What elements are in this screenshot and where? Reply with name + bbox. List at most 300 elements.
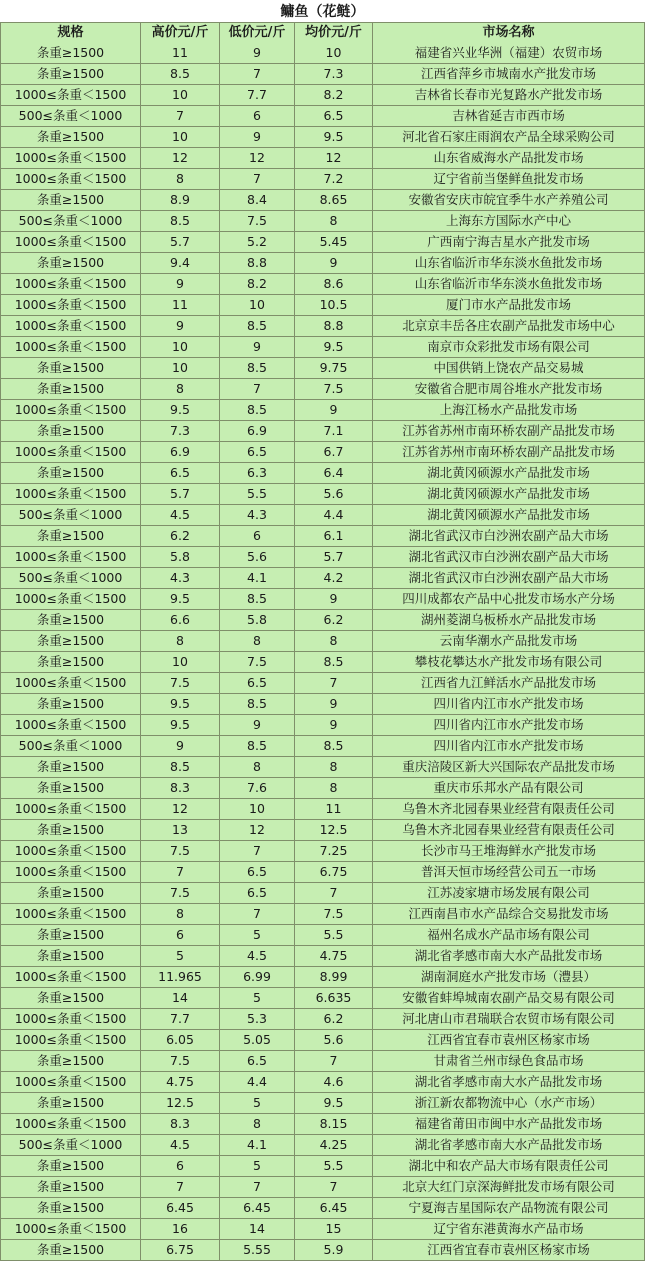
cell-high-price: 8 xyxy=(141,379,220,400)
cell-high-price: 8.9 xyxy=(141,190,220,211)
cell-market-name: 北京京丰岳各庄农副产品批发市场中心 xyxy=(373,316,645,337)
cell-market-name: 四川省内江市水产批发市场 xyxy=(373,715,645,736)
cell-low-price: 6.5 xyxy=(220,673,295,694)
cell-avg-price: 9.75 xyxy=(295,358,373,379)
cell-avg-price: 8.99 xyxy=(295,967,373,988)
cell-market-name: 吉林省延吉市西市场 xyxy=(373,106,645,127)
cell-market-name: 湖北中和农产品大市场有限责任公司 xyxy=(373,1156,645,1177)
cell-spec: 1000≤条重＜1500 xyxy=(0,904,141,925)
table-row xyxy=(0,211,645,232)
cell-spec: 1000≤条重＜1500 xyxy=(0,232,141,253)
cell-avg-price: 7.2 xyxy=(295,169,373,190)
cell-low-price: 12 xyxy=(220,148,295,169)
cell-spec: 1000≤条重＜1500 xyxy=(0,1072,141,1093)
cell-spec: 1000≤条重＜1500 xyxy=(0,442,141,463)
cell-avg-price: 9 xyxy=(295,400,373,421)
cell-spec: 条重≥1500 xyxy=(0,883,141,904)
table-row xyxy=(0,1219,645,1240)
cell-low-price: 6.3 xyxy=(220,463,295,484)
table-row xyxy=(0,463,645,484)
cell-spec: 500≤条重＜1000 xyxy=(0,1135,141,1156)
table-row xyxy=(0,694,645,715)
table-row xyxy=(0,169,645,190)
table-row xyxy=(0,568,645,589)
cell-spec: 条重≥1500 xyxy=(0,358,141,379)
header-spec: 规格 xyxy=(0,23,141,44)
table-row xyxy=(0,1135,645,1156)
cell-market-name: 江苏省苏州市南环桥农副产品批发市场 xyxy=(373,442,645,463)
cell-spec: 1000≤条重＜1500 xyxy=(0,1009,141,1030)
header-row xyxy=(0,22,645,44)
cell-avg-price: 9 xyxy=(295,253,373,274)
cell-low-price: 14 xyxy=(220,1219,295,1240)
cell-low-price: 8.5 xyxy=(220,400,295,421)
cell-avg-price: 5.6 xyxy=(295,1030,373,1051)
cell-market-name: 河北省石家庄雨润农产品全球采购公司 xyxy=(373,127,645,148)
cell-low-price: 6.5 xyxy=(220,883,295,904)
cell-avg-price: 8.65 xyxy=(295,190,373,211)
header-avg-price: 均价元/斤 xyxy=(295,23,373,44)
cell-high-price: 6 xyxy=(141,1156,220,1177)
cell-avg-price: 10 xyxy=(295,43,373,64)
cell-high-price: 6.6 xyxy=(141,610,220,631)
table-row xyxy=(0,736,645,757)
cell-low-price: 7.7 xyxy=(220,85,295,106)
table-row xyxy=(0,925,645,946)
cell-market-name: 江苏省苏州市南环桥农副产品批发市场 xyxy=(373,421,645,442)
cell-high-price: 10 xyxy=(141,127,220,148)
cell-high-price: 16 xyxy=(141,1219,220,1240)
cell-market-name: 福州名成水产品市场有限公司 xyxy=(373,925,645,946)
cell-low-price: 5 xyxy=(220,1093,295,1114)
cell-high-price: 10 xyxy=(141,85,220,106)
table-row xyxy=(0,883,645,904)
cell-avg-price: 8 xyxy=(295,211,373,232)
cell-market-name: 攀枝花攀达水产批发市场有限公司 xyxy=(373,652,645,673)
cell-spec: 1000≤条重＜1500 xyxy=(0,274,141,295)
cell-market-name: 江西省宜春市袁州区杨家市场 xyxy=(373,1030,645,1051)
cell-avg-price: 15 xyxy=(295,1219,373,1240)
cell-low-price: 6 xyxy=(220,106,295,127)
cell-high-price: 5.8 xyxy=(141,547,220,568)
cell-avg-price: 6.4 xyxy=(295,463,373,484)
table-row xyxy=(0,337,645,358)
cell-avg-price: 6.7 xyxy=(295,442,373,463)
cell-market-name: 厦门市水产品批发市场 xyxy=(373,295,645,316)
cell-market-name: 浙江新农都物流中心（水产市场） xyxy=(373,1093,645,1114)
cell-high-price: 8 xyxy=(141,169,220,190)
cell-spec: 条重≥1500 xyxy=(0,1156,141,1177)
cell-avg-price: 12.5 xyxy=(295,820,373,841)
table-row xyxy=(0,799,645,820)
table-row xyxy=(0,316,645,337)
cell-market-name: 四川省内江市水产批发市场 xyxy=(373,694,645,715)
cell-low-price: 5.5 xyxy=(220,484,295,505)
cell-high-price: 6.45 xyxy=(141,1198,220,1219)
cell-low-price: 7 xyxy=(220,1177,295,1198)
cell-spec: 条重≥1500 xyxy=(0,946,141,967)
cell-spec: 条重≥1500 xyxy=(0,778,141,799)
cell-low-price: 8.5 xyxy=(220,736,295,757)
table-row xyxy=(0,295,645,316)
cell-spec: 条重≥1500 xyxy=(0,1093,141,1114)
cell-avg-price: 7 xyxy=(295,673,373,694)
cell-market-name: 重庆市乐邦水产品有限公司 xyxy=(373,778,645,799)
cell-market-name: 江西省九江鲜活水产品批发市场 xyxy=(373,673,645,694)
cell-high-price: 4.5 xyxy=(141,505,220,526)
cell-high-price: 14 xyxy=(141,988,220,1009)
cell-spec: 1000≤条重＜1500 xyxy=(0,841,141,862)
cell-spec: 条重≥1500 xyxy=(0,526,141,547)
cell-high-price: 8 xyxy=(141,904,220,925)
cell-avg-price: 4.25 xyxy=(295,1135,373,1156)
cell-market-name: 重庆涪陵区新大兴国际农产品批发市场 xyxy=(373,757,645,778)
cell-high-price: 10 xyxy=(141,358,220,379)
cell-spec: 条重≥1500 xyxy=(0,694,141,715)
cell-high-price: 6.9 xyxy=(141,442,220,463)
cell-market-name: 上海江杨水产品批发市场 xyxy=(373,400,645,421)
cell-high-price: 8.5 xyxy=(141,757,220,778)
cell-avg-price: 7.5 xyxy=(295,379,373,400)
cell-spec: 1000≤条重＜1500 xyxy=(0,1219,141,1240)
cell-low-price: 8.5 xyxy=(220,358,295,379)
cell-high-price: 8.3 xyxy=(141,778,220,799)
cell-spec: 条重≥1500 xyxy=(0,631,141,652)
cell-high-price: 11 xyxy=(141,295,220,316)
cell-spec: 1000≤条重＜1500 xyxy=(0,337,141,358)
table-row xyxy=(0,652,645,673)
cell-high-price: 5 xyxy=(141,946,220,967)
table-row xyxy=(0,526,645,547)
header-market-name: 市场名称 xyxy=(373,23,645,44)
cell-spec: 条重≥1500 xyxy=(0,988,141,1009)
cell-market-name: 山东省威海水产品批发市场 xyxy=(373,148,645,169)
cell-market-name: 江西省萍乡市城南水产批发市场 xyxy=(373,64,645,85)
table-row xyxy=(0,1114,645,1135)
cell-market-name: 湖北省武汉市白沙洲农副产品大市场 xyxy=(373,526,645,547)
cell-market-name: 中国供销上饶农产品交易城 xyxy=(373,358,645,379)
table-row xyxy=(0,778,645,799)
cell-low-price: 6.45 xyxy=(220,1198,295,1219)
cell-market-name: 安徽省蚌埠城南农副产品交易有限公司 xyxy=(373,988,645,1009)
table-row xyxy=(0,505,645,526)
cell-high-price: 9.5 xyxy=(141,715,220,736)
cell-high-price: 6 xyxy=(141,925,220,946)
cell-avg-price: 5.9 xyxy=(295,1240,373,1261)
cell-spec: 1000≤条重＜1500 xyxy=(0,799,141,820)
cell-avg-price: 8 xyxy=(295,631,373,652)
table-row xyxy=(0,1093,645,1114)
cell-avg-price: 12 xyxy=(295,148,373,169)
table-row xyxy=(0,484,645,505)
cell-spec: 条重≥1500 xyxy=(0,610,141,631)
cell-spec: 1000≤条重＜1500 xyxy=(0,85,141,106)
table-row xyxy=(0,127,645,148)
cell-avg-price: 8.5 xyxy=(295,652,373,673)
cell-low-price: 9 xyxy=(220,43,295,64)
cell-market-name: 福建省兴业华洲（福建）农贸市场 xyxy=(373,43,645,64)
cell-spec: 条重≥1500 xyxy=(0,925,141,946)
cell-low-price: 8.8 xyxy=(220,253,295,274)
cell-low-price: 7 xyxy=(220,904,295,925)
cell-low-price: 5 xyxy=(220,925,295,946)
cell-market-name: 河北唐山市君瑞联合农贸市场有限公司 xyxy=(373,1009,645,1030)
table-row xyxy=(0,841,645,862)
table-title: 鳙鱼（花鲢） xyxy=(0,0,645,22)
cell-avg-price: 5.6 xyxy=(295,484,373,505)
cell-spec: 1000≤条重＜1500 xyxy=(0,148,141,169)
table-row xyxy=(0,715,645,736)
cell-spec: 条重≥1500 xyxy=(0,1051,141,1072)
cell-market-name: 北京大红门京深海鲜批发市场有限公司 xyxy=(373,1177,645,1198)
cell-avg-price: 5.45 xyxy=(295,232,373,253)
cell-low-price: 8.5 xyxy=(220,589,295,610)
cell-low-price: 12 xyxy=(220,820,295,841)
cell-spec: 500≤条重＜1000 xyxy=(0,211,141,232)
cell-avg-price: 8.8 xyxy=(295,316,373,337)
cell-spec: 条重≥1500 xyxy=(0,421,141,442)
cell-high-price: 7.7 xyxy=(141,1009,220,1030)
cell-spec: 条重≥1500 xyxy=(0,253,141,274)
cell-high-price: 7.5 xyxy=(141,673,220,694)
cell-market-name: 湖北省武汉市白沙洲农副产品大市场 xyxy=(373,568,645,589)
cell-spec: 条重≥1500 xyxy=(0,379,141,400)
cell-low-price: 7 xyxy=(220,169,295,190)
cell-avg-price: 5.5 xyxy=(295,1156,373,1177)
cell-avg-price: 7 xyxy=(295,883,373,904)
cell-avg-price: 8.2 xyxy=(295,85,373,106)
cell-spec: 1000≤条重＜1500 xyxy=(0,673,141,694)
cell-low-price: 9 xyxy=(220,337,295,358)
cell-low-price: 6.5 xyxy=(220,862,295,883)
table-row xyxy=(0,1198,645,1219)
cell-spec: 1000≤条重＜1500 xyxy=(0,589,141,610)
cell-high-price: 7.5 xyxy=(141,1051,220,1072)
cell-market-name: 湖北黄冈硕源水产品批发市场 xyxy=(373,463,645,484)
cell-low-price: 7.5 xyxy=(220,211,295,232)
cell-high-price: 7.5 xyxy=(141,883,220,904)
cell-high-price: 9.4 xyxy=(141,253,220,274)
cell-low-price: 6 xyxy=(220,526,295,547)
cell-spec: 条重≥1500 xyxy=(0,1240,141,1261)
cell-low-price: 8.5 xyxy=(220,316,295,337)
cell-low-price: 8.2 xyxy=(220,274,295,295)
cell-low-price: 5.05 xyxy=(220,1030,295,1051)
table-row xyxy=(0,610,645,631)
cell-low-price: 7 xyxy=(220,841,295,862)
cell-low-price: 8 xyxy=(220,1114,295,1135)
cell-high-price: 4.75 xyxy=(141,1072,220,1093)
cell-avg-price: 8.5 xyxy=(295,736,373,757)
table-row xyxy=(0,442,645,463)
cell-market-name: 湖北省孝感市南大水产品批发市场 xyxy=(373,946,645,967)
header-low-price: 低价元/斤 xyxy=(220,23,295,44)
cell-spec: 条重≥1500 xyxy=(0,127,141,148)
cell-high-price: 6.5 xyxy=(141,463,220,484)
cell-spec: 1000≤条重＜1500 xyxy=(0,967,141,988)
cell-market-name: 上海东方国际水产中心 xyxy=(373,211,645,232)
table-row xyxy=(0,904,645,925)
cell-avg-price: 8.6 xyxy=(295,274,373,295)
cell-low-price: 5 xyxy=(220,988,295,1009)
cell-spec: 条重≥1500 xyxy=(0,190,141,211)
cell-low-price: 4.1 xyxy=(220,568,295,589)
cell-low-price: 7.5 xyxy=(220,652,295,673)
cell-low-price: 8 xyxy=(220,631,295,652)
cell-low-price: 6.5 xyxy=(220,1051,295,1072)
cell-spec: 1000≤条重＜1500 xyxy=(0,715,141,736)
cell-market-name: 福建省莆田市闽中水产品批发市场 xyxy=(373,1114,645,1135)
cell-avg-price: 9.5 xyxy=(295,1093,373,1114)
cell-high-price: 10 xyxy=(141,337,220,358)
cell-high-price: 7 xyxy=(141,862,220,883)
cell-avg-price: 5.7 xyxy=(295,547,373,568)
cell-avg-price: 6.2 xyxy=(295,1009,373,1030)
cell-market-name: 广西南宁海吉星水产批发市场 xyxy=(373,232,645,253)
cell-avg-price: 7 xyxy=(295,1177,373,1198)
cell-spec: 1000≤条重＜1500 xyxy=(0,1114,141,1135)
table-row xyxy=(0,1009,645,1030)
cell-high-price: 6.75 xyxy=(141,1240,220,1261)
cell-spec: 1000≤条重＜1500 xyxy=(0,295,141,316)
cell-high-price: 8.5 xyxy=(141,211,220,232)
table-row xyxy=(0,1051,645,1072)
table-row xyxy=(0,820,645,841)
cell-spec: 条重≥1500 xyxy=(0,820,141,841)
cell-low-price: 5.8 xyxy=(220,610,295,631)
table-row xyxy=(0,547,645,568)
cell-spec: 500≤条重＜1000 xyxy=(0,736,141,757)
table-row xyxy=(0,631,645,652)
cell-low-price: 9 xyxy=(220,715,295,736)
cell-high-price: 8.5 xyxy=(141,64,220,85)
table-row xyxy=(0,421,645,442)
cell-spec: 条重≥1500 xyxy=(0,1198,141,1219)
cell-spec: 1000≤条重＜1500 xyxy=(0,316,141,337)
cell-avg-price: 7 xyxy=(295,1051,373,1072)
cell-low-price: 7 xyxy=(220,64,295,85)
cell-avg-price: 8 xyxy=(295,757,373,778)
cell-market-name: 长沙市马王堆海鲜水产批发市场 xyxy=(373,841,645,862)
cell-low-price: 7 xyxy=(220,379,295,400)
cell-avg-price: 6.45 xyxy=(295,1198,373,1219)
cell-low-price: 9 xyxy=(220,127,295,148)
cell-spec: 500≤条重＜1000 xyxy=(0,505,141,526)
cell-high-price: 12 xyxy=(141,148,220,169)
cell-avg-price: 4.2 xyxy=(295,568,373,589)
cell-market-name: 云南华潮水产品批发市场 xyxy=(373,631,645,652)
cell-high-price: 11 xyxy=(141,43,220,64)
cell-avg-price: 11 xyxy=(295,799,373,820)
cell-low-price: 4.1 xyxy=(220,1135,295,1156)
cell-spec: 1000≤条重＜1500 xyxy=(0,862,141,883)
cell-spec: 条重≥1500 xyxy=(0,43,141,64)
cell-high-price: 11.965 xyxy=(141,967,220,988)
cell-spec: 条重≥1500 xyxy=(0,463,141,484)
cell-avg-price: 7.5 xyxy=(295,904,373,925)
cell-avg-price: 9.5 xyxy=(295,127,373,148)
cell-low-price: 5.55 xyxy=(220,1240,295,1261)
table-row xyxy=(0,85,645,106)
cell-high-price: 7.3 xyxy=(141,421,220,442)
table-row xyxy=(0,106,645,127)
table-row xyxy=(0,400,645,421)
table-row xyxy=(0,1177,645,1198)
table-row xyxy=(0,862,645,883)
cell-market-name: 湖北省孝感市南大水产品批发市场 xyxy=(373,1135,645,1156)
cell-high-price: 9.5 xyxy=(141,694,220,715)
cell-low-price: 4.5 xyxy=(220,946,295,967)
cell-low-price: 8.4 xyxy=(220,190,295,211)
cell-market-name: 湖北黄冈硕源水产品批发市场 xyxy=(373,505,645,526)
cell-market-name: 南京市众彩批发市场有限公司 xyxy=(373,337,645,358)
cell-spec: 1000≤条重＜1500 xyxy=(0,400,141,421)
cell-high-price: 5.7 xyxy=(141,484,220,505)
cell-low-price: 6.99 xyxy=(220,967,295,988)
cell-market-name: 普洱天恒市场经营公司五一市场 xyxy=(373,862,645,883)
cell-avg-price: 6.75 xyxy=(295,862,373,883)
cell-high-price: 6.05 xyxy=(141,1030,220,1051)
cell-market-name: 江西南昌市水产品综合交易批发市场 xyxy=(373,904,645,925)
cell-high-price: 4.5 xyxy=(141,1135,220,1156)
table-row xyxy=(0,253,645,274)
cell-low-price: 4.3 xyxy=(220,505,295,526)
cell-avg-price: 9 xyxy=(295,589,373,610)
table-row xyxy=(0,988,645,1009)
table-row xyxy=(0,967,645,988)
cell-high-price: 6.2 xyxy=(141,526,220,547)
cell-high-price: 9 xyxy=(141,736,220,757)
cell-high-price: 7.5 xyxy=(141,841,220,862)
table-row xyxy=(0,379,645,400)
cell-market-name: 甘肃省兰州市绿色食品市场 xyxy=(373,1051,645,1072)
header-high-price: 高价元/斤 xyxy=(141,23,220,44)
cell-market-name: 湖北省孝感市南大水产品批发市场 xyxy=(373,1072,645,1093)
cell-market-name: 湖北黄冈硕源水产品批发市场 xyxy=(373,484,645,505)
cell-market-name: 宁夏海吉星国际农产品物流有限公司 xyxy=(373,1198,645,1219)
table-row xyxy=(0,43,645,64)
cell-low-price: 8 xyxy=(220,757,295,778)
cell-high-price: 8 xyxy=(141,631,220,652)
cell-high-price: 9 xyxy=(141,274,220,295)
table-row xyxy=(0,232,645,253)
cell-market-name: 吉林省长春市光复路水产批发市场 xyxy=(373,85,645,106)
cell-market-name: 山东省临沂市华东淡水鱼批发市场 xyxy=(373,253,645,274)
cell-market-name: 四川成都农产品中心批发市场水产分场 xyxy=(373,589,645,610)
cell-spec: 1000≤条重＜1500 xyxy=(0,1030,141,1051)
cell-low-price: 5.3 xyxy=(220,1009,295,1030)
cell-market-name: 山东省临沂市华东淡水鱼批发市场 xyxy=(373,274,645,295)
cell-high-price: 9 xyxy=(141,316,220,337)
cell-market-name: 四川省内江市水产批发市场 xyxy=(373,736,645,757)
table-row xyxy=(0,1156,645,1177)
cell-avg-price: 6.635 xyxy=(295,988,373,1009)
cell-avg-price: 8 xyxy=(295,778,373,799)
table-row xyxy=(0,946,645,967)
cell-market-name: 安徽省合肥市周谷堆水产批发市场 xyxy=(373,379,645,400)
cell-high-price: 13 xyxy=(141,820,220,841)
cell-high-price: 10 xyxy=(141,652,220,673)
cell-low-price: 5.2 xyxy=(220,232,295,253)
cell-high-price: 5.7 xyxy=(141,232,220,253)
cell-low-price: 6.5 xyxy=(220,442,295,463)
cell-market-name: 安徽省安庆市皖宜季牛水产养殖公司 xyxy=(373,190,645,211)
cell-high-price: 12 xyxy=(141,799,220,820)
table-row xyxy=(0,190,645,211)
cell-low-price: 8.5 xyxy=(220,694,295,715)
cell-avg-price: 7.3 xyxy=(295,64,373,85)
cell-spec: 1000≤条重＜1500 xyxy=(0,169,141,190)
